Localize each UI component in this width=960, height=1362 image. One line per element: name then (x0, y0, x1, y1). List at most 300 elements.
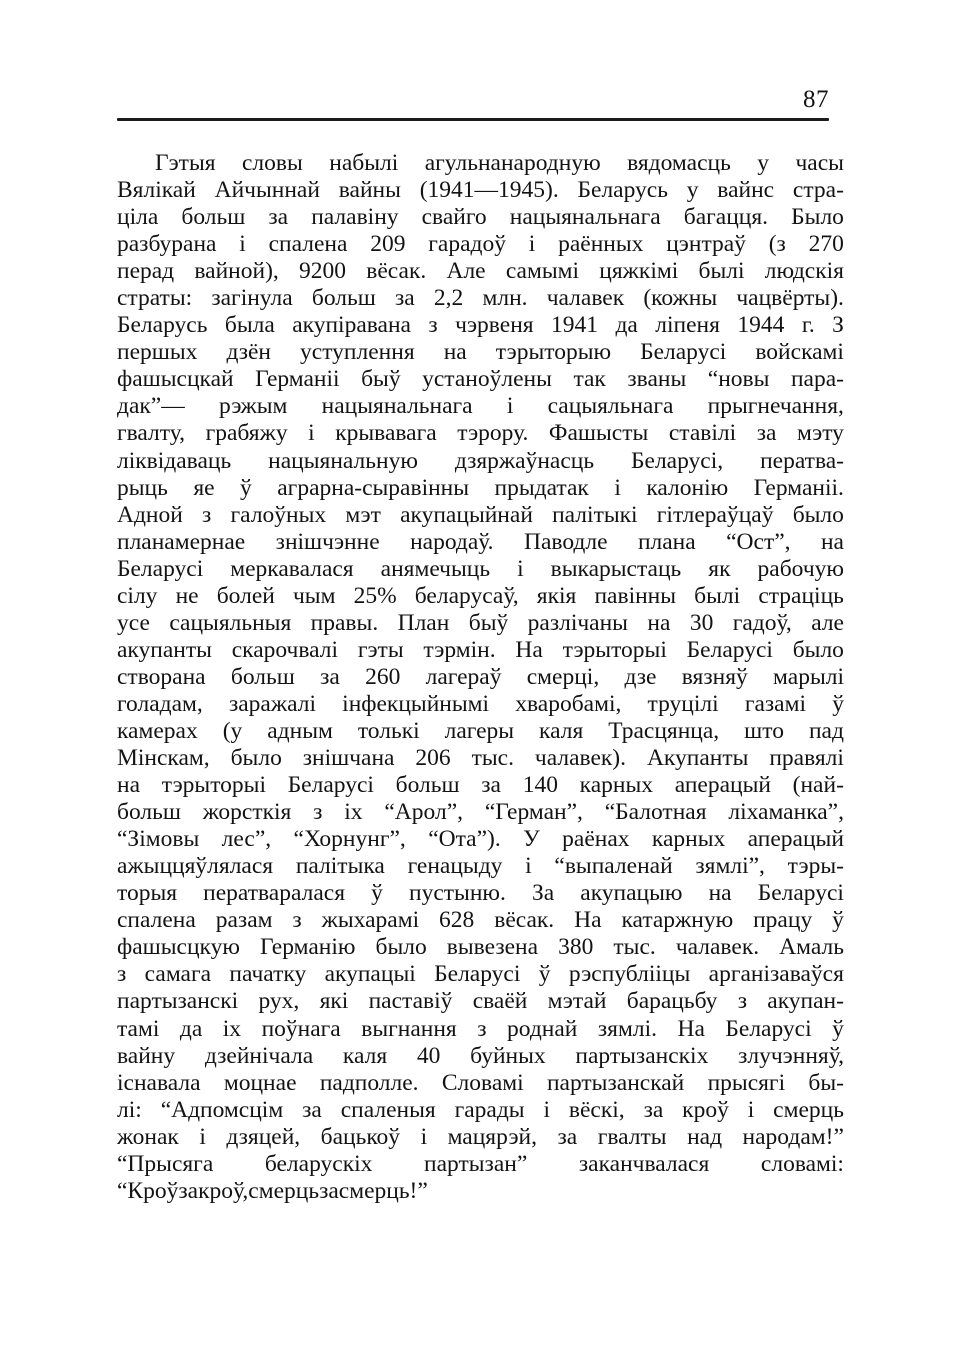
word: палітыкі (552, 501, 638, 528)
text-line-inner (117, 718, 844, 745)
word: чалавек). (534, 745, 627, 772)
word: “Хорнунг”, (293, 826, 406, 853)
word: “Кроў (117, 1177, 179, 1204)
word: Вялікай (117, 177, 196, 204)
word: карных (579, 772, 653, 799)
word: тэрыторыі (161, 772, 266, 799)
word: галоўных (230, 501, 327, 528)
word: (у (222, 717, 243, 744)
word: каля (539, 717, 584, 744)
word: правы. (310, 609, 379, 636)
word: торыя (117, 880, 178, 907)
text-line (117, 988, 844, 1015)
word: генацыду (407, 853, 503, 880)
word: крывавага (335, 420, 437, 447)
word: Германію (260, 934, 356, 961)
word: зямлі. (597, 1015, 657, 1042)
text-line (117, 393, 844, 420)
word: (з (768, 231, 786, 258)
paragraph (117, 150, 844, 1205)
word: скарочвалі (231, 636, 339, 663)
word: Але (446, 258, 486, 285)
word: мэт (345, 501, 381, 528)
word: і (747, 1096, 755, 1123)
word: Акупанты (646, 745, 749, 772)
word: барацьбу (626, 988, 718, 1015)
word: быў (468, 609, 509, 636)
word: плана (637, 528, 696, 555)
text-line-inner (117, 583, 844, 610)
word: вайны (338, 177, 401, 204)
word: акупанты (117, 636, 212, 663)
word: 9200 (299, 258, 347, 285)
word: беларускіх (264, 1150, 373, 1177)
word: ў (538, 961, 551, 988)
word: разам (215, 907, 273, 934)
word: да (615, 312, 638, 339)
word: ў (832, 1015, 844, 1042)
word: Гэтыя (155, 150, 216, 176)
word: дзён (226, 339, 271, 366)
word: іх (344, 799, 363, 826)
word: партызан” (424, 1150, 528, 1177)
text-line-inner (117, 1097, 844, 1124)
word: заканчвалася (578, 1150, 710, 1177)
word: Германіі. (753, 474, 844, 501)
word: вёскі, (568, 1096, 625, 1123)
word: лі: (117, 1096, 142, 1123)
text-line-inner (117, 1016, 844, 1043)
word: да (179, 1015, 203, 1042)
word: падполле. (319, 1069, 419, 1096)
text-line-inner (117, 393, 844, 420)
word: Словамі (441, 1069, 524, 1096)
word: вядомасць (627, 150, 731, 176)
word: Было (791, 204, 844, 231)
word: сілу (117, 582, 158, 609)
word: Айчыннай (214, 177, 320, 204)
word: спалена (268, 231, 348, 258)
word: поўнага (261, 1015, 341, 1042)
word: за (557, 1123, 578, 1150)
word: на (708, 880, 732, 907)
word: не (175, 582, 199, 609)
word: разбурана (117, 231, 217, 258)
word: гэты (357, 636, 404, 663)
word: ператваралася (203, 880, 346, 907)
word: устаноўлены (422, 366, 552, 393)
word: газамі (744, 690, 807, 717)
word: заражалі (228, 690, 316, 717)
word: званы (627, 366, 687, 393)
word: з (428, 312, 438, 339)
word: цэнтраў (666, 231, 746, 258)
text-line-inner (117, 772, 844, 799)
word: “Балотная (604, 799, 707, 826)
word: ажыццяўлялася (117, 853, 274, 880)
text-line-inner (117, 502, 844, 529)
word: кроў (682, 1096, 729, 1123)
text-line-inner (117, 1151, 844, 1178)
word: смерці, (526, 663, 600, 690)
text-line-inner (117, 1124, 844, 1151)
word: з (313, 799, 323, 826)
word: тамі (117, 1015, 160, 1042)
word: прысягі (707, 1069, 786, 1096)
text-line-inner (117, 366, 844, 393)
word: смерць!” (338, 1177, 428, 1204)
word: тэры- (787, 853, 844, 880)
text-line (117, 448, 844, 475)
word: 1941 (551, 312, 599, 339)
text-line-inner (117, 556, 844, 583)
word: гарады (454, 1096, 525, 1123)
word: словы (242, 150, 303, 176)
word: паставіў (368, 988, 453, 1015)
text-line (117, 853, 844, 880)
word: дзейнічала (204, 1042, 314, 1069)
word: 30 (689, 609, 714, 636)
word: рабочую (757, 555, 844, 582)
word: 2,2 (433, 285, 464, 312)
text-line-inner (117, 664, 844, 691)
text-line-inner (117, 420, 844, 447)
word: за (319, 1177, 339, 1204)
word: і (543, 1096, 550, 1123)
word: аграрна-сыравінны (277, 474, 470, 501)
text-line (117, 880, 844, 907)
word: Беларусі (686, 636, 773, 663)
word: меркавалася (230, 555, 354, 582)
word: вайной), (194, 258, 279, 285)
word: Беларусь (117, 312, 208, 339)
word: 260 (365, 663, 401, 690)
word: З (832, 312, 844, 339)
word: чалавек (546, 285, 625, 312)
word: (най- (792, 772, 844, 799)
word: За (531, 880, 555, 907)
text-line-inner (117, 799, 844, 826)
word: млн. (482, 285, 528, 312)
text-line (117, 907, 844, 934)
word: вёсак. (366, 258, 427, 285)
word: 209 (370, 231, 406, 258)
word: грабяжу (205, 420, 288, 447)
word: часы (795, 150, 844, 176)
word: нацыянальнага (321, 393, 473, 420)
text-line (117, 231, 844, 258)
text-line-inner (117, 988, 844, 1015)
word: аперацый (674, 772, 771, 799)
text-line (117, 745, 844, 772)
word: тэрыторыі (562, 636, 667, 663)
word: На (515, 636, 543, 663)
text-line (117, 1097, 844, 1124)
word: моцнае (223, 1069, 297, 1096)
word: акупан- (767, 988, 844, 1015)
text-line-inner (117, 934, 844, 961)
word: злучэнняў, (738, 1042, 844, 1069)
word: за (178, 1177, 199, 1204)
word: нацыянальнага (509, 204, 661, 231)
word: Беларусі (287, 772, 374, 799)
word: больш (181, 204, 246, 231)
word: і (506, 393, 514, 420)
page-number: 87 (803, 86, 829, 113)
word: і (528, 231, 536, 258)
word: 380 (558, 934, 594, 961)
word: “Прысяга (117, 1150, 214, 1177)
text-line (117, 204, 844, 231)
word: раённых (558, 231, 644, 258)
word: бацькоў (320, 1123, 401, 1150)
word: Беларусі (117, 555, 204, 582)
word: разлічаны (527, 609, 628, 636)
word: багацця. (683, 204, 769, 231)
word: цяжкімі (599, 258, 679, 285)
word: і (199, 1123, 206, 1150)
word: прыдатак (494, 474, 589, 501)
word: Мінскам, (117, 745, 210, 772)
word: гвалту, (117, 420, 186, 447)
word: партызанскай (546, 1069, 685, 1096)
word: спаленыя (340, 1096, 436, 1123)
text-line (117, 312, 844, 339)
word: сваёй (472, 988, 528, 1015)
word: ставілі (668, 420, 737, 447)
word: былі (694, 582, 741, 609)
word: Беларусі (725, 1015, 812, 1042)
word: вайну (117, 1042, 176, 1069)
word: 1944 (737, 312, 785, 339)
word: словамі: (760, 1150, 844, 1177)
word: (кожны (643, 285, 718, 312)
text-line-inner (117, 691, 844, 718)
word: за (320, 663, 340, 690)
text-line-inner (117, 961, 844, 988)
text-line (117, 1151, 844, 1178)
word: чацвёрты). (736, 285, 844, 312)
text-line-inner (117, 448, 844, 475)
word: тэрмін. (423, 636, 496, 663)
word: перад (117, 258, 175, 285)
text-line-inner (117, 880, 844, 907)
text-line-inner (117, 258, 844, 285)
word: Трасцянца, (608, 717, 720, 744)
word: анямечыць (380, 555, 491, 582)
word: труцілі (647, 690, 719, 717)
text-line (117, 1178, 844, 1205)
word: з (477, 1015, 487, 1042)
word: раёнах (562, 826, 630, 853)
word: ў (832, 690, 844, 717)
word: больш (311, 285, 376, 312)
word: вайнс (717, 177, 775, 204)
text-line (117, 691, 844, 718)
text-line-inner (117, 1043, 844, 1070)
word: 270 (808, 231, 844, 258)
text-line-inner (117, 529, 844, 556)
word: правялі (769, 745, 844, 772)
text-line (117, 1043, 844, 1070)
word: 40 (416, 1042, 441, 1069)
word: партызанскіх (575, 1042, 709, 1069)
word: ў (240, 474, 252, 501)
word: усе (117, 609, 150, 636)
word: лагеры (444, 717, 515, 744)
word: “Ота”). (428, 826, 501, 853)
word: палавіну (311, 204, 399, 231)
word: акупіравана (292, 312, 411, 339)
word: быў (361, 366, 401, 393)
word: мэту (796, 420, 844, 447)
text-line (117, 799, 844, 826)
text-line (117, 583, 844, 610)
word: На (574, 907, 602, 934)
word: лес”, (221, 826, 272, 853)
word: які (319, 988, 349, 1015)
word: каля (342, 1042, 388, 1069)
word: ліпеня (655, 312, 720, 339)
word: прыгнечання, (707, 393, 844, 420)
word: На (677, 1015, 705, 1042)
word: планамернае (117, 528, 246, 555)
text-line (117, 258, 844, 285)
word: мэтай (547, 988, 607, 1015)
word: бы- (808, 1069, 844, 1096)
text-line-inner (117, 231, 844, 258)
word: роднай (507, 1015, 578, 1042)
word: і (239, 231, 246, 258)
text-line (117, 420, 844, 447)
word: працу (753, 907, 813, 934)
text-line (117, 502, 844, 529)
word: на (117, 772, 141, 799)
word: дзяржаўнасць (454, 447, 595, 474)
word: дзяцей, (226, 1123, 301, 1150)
word: (1941—1945). (419, 177, 559, 204)
word: 140 (522, 772, 558, 799)
word: зямлі”, (695, 853, 765, 880)
word: было (792, 636, 844, 663)
word: знішчэнне (275, 528, 380, 555)
word: так (573, 366, 606, 393)
word: з (737, 988, 747, 1015)
word: тыс. (471, 745, 514, 772)
text-line-inner (117, 637, 844, 664)
word: пустыню. (409, 880, 506, 907)
text-line (117, 339, 844, 366)
word: гарадоў (428, 231, 506, 258)
word: сацыяльнага (547, 393, 674, 420)
word: дзе (624, 663, 657, 690)
text-line (117, 772, 844, 799)
word: народам!” (742, 1123, 844, 1150)
word: з (292, 907, 302, 934)
word: ў (371, 880, 383, 907)
word: рух, (258, 988, 300, 1015)
word: выгнання (361, 1015, 457, 1042)
word: жонак (117, 1123, 179, 1150)
text-line (117, 177, 844, 204)
word: “Арол”, (384, 799, 463, 826)
word: у (686, 177, 699, 204)
word: 25% (353, 582, 397, 609)
word: “новы (707, 366, 770, 393)
word: камерах (117, 717, 198, 744)
word: у (757, 150, 770, 176)
word: створана (117, 663, 206, 690)
word: самымі (505, 258, 580, 285)
word: агульнанародную (424, 150, 601, 176)
word: План (397, 609, 450, 636)
word: і (420, 1123, 428, 1150)
word: інфекцыйнымі (342, 690, 490, 717)
word: калонію (646, 474, 729, 501)
word: з (117, 961, 127, 988)
word: буйных (470, 1042, 546, 1069)
word: з (202, 501, 212, 528)
word: была (224, 312, 275, 339)
word: рэжым (218, 393, 288, 420)
word: было (792, 501, 844, 528)
text-line (117, 1070, 844, 1097)
word: Беларусі (640, 339, 727, 366)
word: страты: (117, 285, 193, 312)
word: ператва- (760, 447, 844, 474)
text-line (117, 529, 844, 556)
word: вывезена (446, 934, 539, 961)
word: фашысцкай (117, 366, 234, 393)
word: вязняў (681, 663, 748, 690)
word: Беларусі (434, 961, 521, 988)
text-line (117, 556, 844, 583)
word: Адной (117, 501, 183, 528)
word: войскамі (755, 339, 844, 366)
word: акупацыйнай (400, 501, 533, 528)
word: і (308, 420, 315, 447)
word: што (744, 717, 784, 744)
text-line (117, 610, 844, 637)
word: гвалты (597, 1123, 667, 1150)
word: якія (536, 582, 577, 609)
word: марылі (773, 663, 844, 690)
word: болей (216, 582, 275, 609)
word: Фашысты (548, 420, 649, 447)
word: дак”— (117, 393, 185, 420)
word: рэспублііцы (568, 961, 691, 988)
word: гітлераўцаў (656, 501, 774, 528)
word: ціла (117, 204, 159, 231)
text-line (117, 366, 844, 393)
word: за (395, 285, 415, 312)
word: смерць (248, 1177, 320, 1204)
word: Германіі (255, 366, 340, 393)
word: “Зімовы (117, 826, 200, 853)
text-line-inner (117, 312, 844, 339)
word: тэрыторыю (495, 339, 612, 366)
word: больш (117, 799, 181, 826)
word: загінула (211, 285, 293, 312)
word: катаржную (621, 907, 734, 934)
text-line-inner (117, 150, 844, 177)
word: на (647, 609, 671, 636)
word: сацыяльныя (169, 609, 292, 636)
word: Беларусі (757, 880, 844, 907)
word: мацярэй, (447, 1123, 537, 1150)
word: аперацый (747, 826, 844, 853)
page-header (117, 86, 829, 121)
